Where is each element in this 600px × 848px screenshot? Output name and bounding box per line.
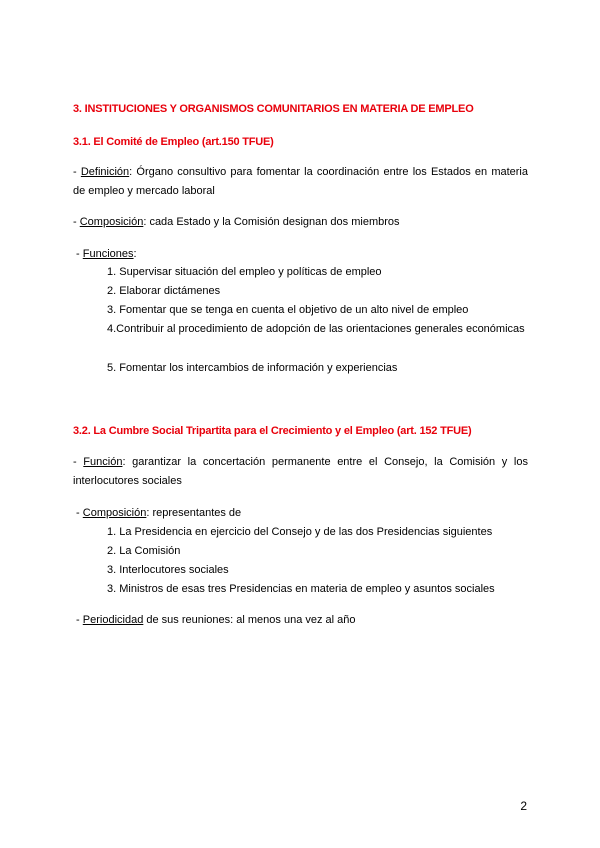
periodicidad-prefix: - [73, 614, 83, 626]
definicion-label: Definición [80, 166, 130, 178]
definicion-prefix: - [73, 166, 81, 178]
list-item: 1. La Presidencia en ejercicio del Consejo y de las dos Presidencias siguientes [107, 526, 493, 538]
list-item: 4.Contribuir al procedimiento de adopción de las orientaciones generales económicas [107, 323, 525, 335]
composicion-label: Composición [79, 216, 144, 228]
funcion-label: Función [83, 456, 123, 468]
periodicidad-text: de sus reuniones: al menos una vez al año [143, 614, 356, 626]
composicion-text: : cada Estado y la Comisión designan dos miembros [143, 216, 400, 228]
definicion-paragraph [73, 163, 528, 201]
list-item: 3. Ministros de esas tres Presidencias en materia de empleo y asuntos sociales [107, 583, 495, 595]
definicion-text: : Órgano consultivo para fomentar la coordinación entre los Estados en materia de empleo y mercado laboral [73, 166, 528, 197]
periodicidad-label: Periodicidad [82, 614, 144, 626]
list-item: 2. La Comisión [107, 545, 181, 557]
composicion-prefix: - [73, 216, 80, 228]
section-heading: 3. INSTITUCIONES Y ORGANISMOS COMUNITARIOS EN MATERIA DE EMPLEO [73, 103, 474, 115]
funciones-prefix: - [73, 248, 83, 260]
funciones-label: Funciones [82, 248, 134, 260]
list-item: 2. Elaborar dictámenes [107, 285, 221, 297]
funciones-heading [73, 245, 528, 264]
composicion-32-text: : representantes de [146, 507, 242, 519]
page-number: 2 [520, 799, 527, 813]
funcion-paragraph [73, 453, 528, 491]
list-item: 3. Interlocutores sociales [107, 564, 229, 576]
composicion-32-prefix: - [73, 507, 83, 519]
subsection-heading-3-1: 3.1. El Comité de Empleo (art.150 TFUE) [73, 136, 274, 148]
list-item: 3. Fomentar que se tenga en cuenta el objetivo de un alto nivel de empleo [107, 304, 469, 316]
list-item: 5. Fomentar los intercambios de información y experiencias [107, 362, 398, 374]
composicion-32-label: Composición [82, 507, 147, 519]
funciones-colon: : [133, 248, 137, 260]
list-item: 1. Supervisar situación del empleo y políticas de empleo [107, 266, 382, 278]
subsection-heading-3-2: 3.2. La Cumbre Social Tripartita para el Crecimiento y el Empleo (art. 152 TFUE) [73, 425, 472, 437]
periodicidad-paragraph [73, 611, 528, 630]
composicion-32-heading [73, 504, 528, 523]
funcion-prefix: - [73, 456, 84, 468]
composicion-paragraph [73, 213, 528, 232]
funcion-text: : garantizar la concertación permanente entre el Consejo, la Comisión y los interlocutores sociales [73, 456, 528, 487]
